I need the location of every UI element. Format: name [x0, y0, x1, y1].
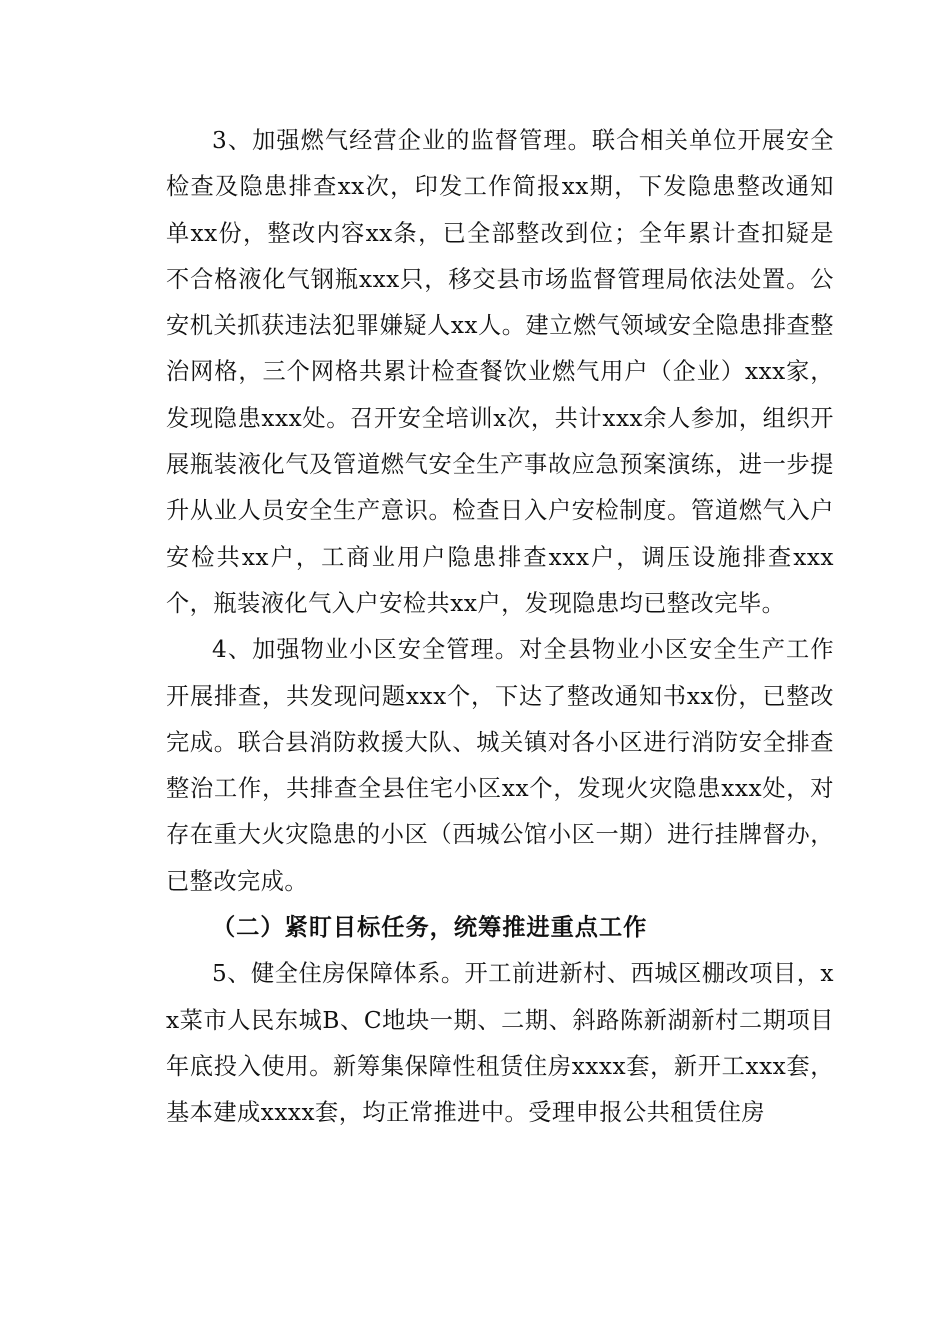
document-body	[166, 118, 834, 1137]
paragraph-property-community-safety: 4、加强物业小区安全管理。对全县物业小区安全生产工作开展排查，共发现问题xxx个，下达了整改通知书xx份，已整改完成。联合县消防救援大队、城关镇对各小区进行消防安全排查整治工作，共排查全县住宅小区xx个，发现火灾隐患xxx处，对存在重大火灾隐患的小区（西城公馆小区一期）进行挂牌督办，已整改完成。	[166, 636, 834, 895]
section-heading-key-tasks: （二）紧盯目标任务，统筹推进重点工作	[212, 914, 648, 942]
paragraph-housing-security-system: 5、健全住房保障体系。开工前进新村、西城区棚改项目，xx菜市人民东城B、C地块一期、二期、斜路陈新湖新村二期项目年底投入使用。新筹集保障性租赁住房xxxx套，新开工xxx套，基本建成xxxx套，均正常推进中。受理申报公共租赁住房	[166, 960, 834, 1127]
paragraph-gas-enterprise-supervision: 3、加强燃气经营企业的监督管理。联合相关单位开展安全检查及隐患排查xx次，印发工作简报xx期，下发隐患整改通知单xx份，整改内容xx条，已全部整改到位；全年累计查扣疑是不合格液化气钢瓶xxx只，移交县市场监督管理局依法处置。公安机关抓获违法犯罪嫌疑人xx人。建立燃气领域安全隐患排查整治网格，三个网格共累计检查餐饮业燃气用户（企业）xxx家，发现隐患xxx处。召开安全培训x次，共计xxx余人参加，组织开展瓶装液化气及管道燃气安全生产事故应急预案演练，进一步提升从业人员安全生产意识。检查日入户安检制度。管道燃气入户安检共xx户，工商业用户隐患排查xxx户，调压设施排查xxx个，瓶装液化气入户安检共xx户，发现隐患均已整改完毕。	[166, 127, 834, 617]
